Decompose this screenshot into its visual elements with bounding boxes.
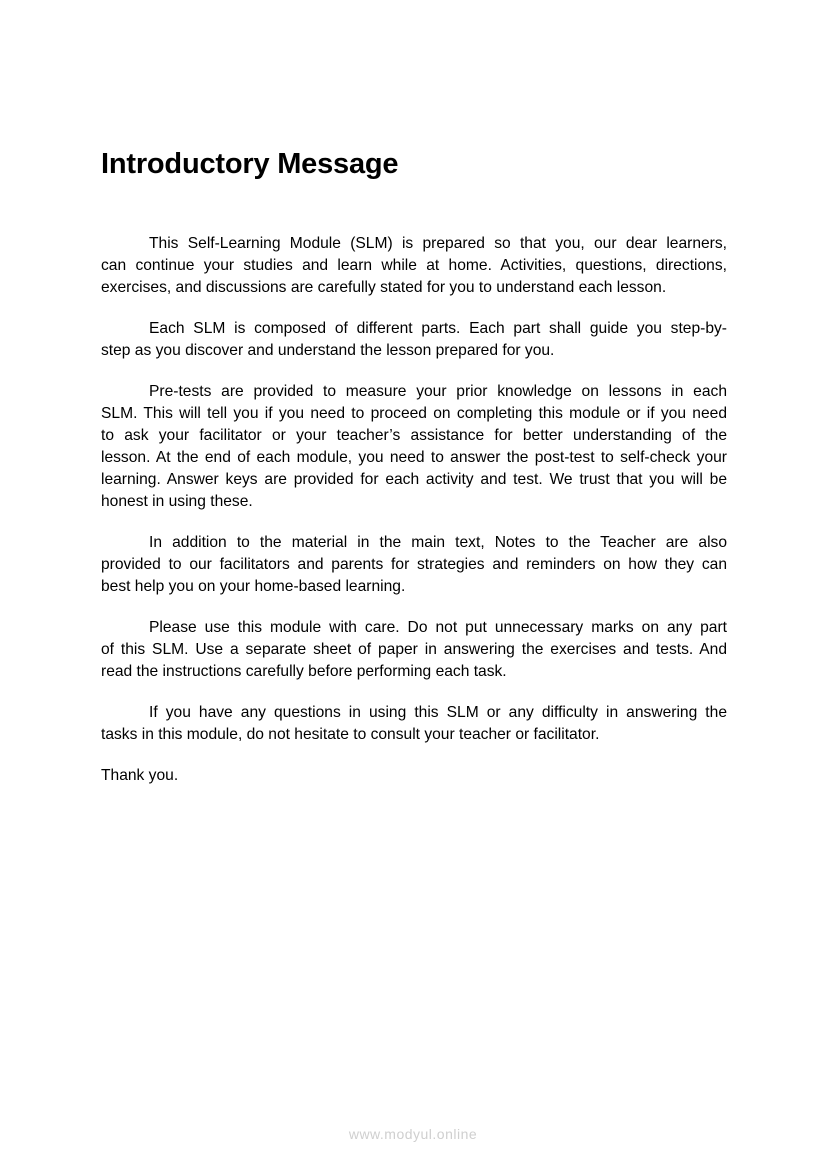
text-line: Thank you. <box>101 767 179 784</box>
text-line: tasks in this module, do not hesitate to consult your teacher or facilitator. <box>101 726 600 743</box>
text-line: can continue your studies and learn while at home. Activities, questions, directions, <box>101 257 727 274</box>
paragraph <box>101 617 727 683</box>
text-line: If you have any questions in using this SLM or any difficulty in answering the <box>149 704 727 721</box>
text-line: Please use this module with care. Do not put unnecessary marks on any part <box>149 619 727 636</box>
paragraph <box>101 532 727 598</box>
paragraph <box>101 702 727 746</box>
watermark: www.modyul.online <box>348 1126 478 1142</box>
paragraph <box>101 381 727 513</box>
closing-line <box>101 765 727 787</box>
text-line: best help you on your home-based learning. <box>101 578 406 595</box>
text-line: learning. Answer keys are provided for each activity and test. We trust that you will be <box>101 471 727 488</box>
paragraph <box>101 318 727 362</box>
text-line: of this SLM. Use a separate sheet of paper in answering the exercises and tests. And <box>101 641 727 658</box>
text-line: Pre-tests are provided to measure your prior knowledge on lessons in each <box>149 383 727 400</box>
text-line: exercises, and discussions are carefully stated for you to understand each lesson. <box>101 279 667 296</box>
message-body <box>101 233 727 806</box>
text-line: step as you discover and understand the lesson prepared for you. <box>101 342 555 359</box>
text-line: Each SLM is composed of different parts. Each part shall guide you step-by- <box>149 320 727 337</box>
page-title: Introductory Message <box>101 148 399 180</box>
paragraph <box>101 233 727 299</box>
text-line: provided to our facilitators and parents for strategies and reminders on how they can <box>101 556 727 573</box>
text-line: read the instructions carefully before performing each task. <box>101 663 507 680</box>
text-line: This Self-Learning Module (SLM) is prepared so that you, our dear learners, <box>149 235 727 252</box>
text-line: SLM. This will tell you if you need to proceed on completing this module or if you need <box>101 405 727 422</box>
text-line: In addition to the material in the main text, Notes to the Teacher are also <box>149 534 727 551</box>
text-line: to ask your facilitator or your teacher’s assistance for better understanding of the <box>101 427 727 444</box>
text-line: lesson. At the end of each module, you need to answer the post-test to self-check your <box>101 449 727 466</box>
text-line: honest in using these. <box>101 493 253 510</box>
